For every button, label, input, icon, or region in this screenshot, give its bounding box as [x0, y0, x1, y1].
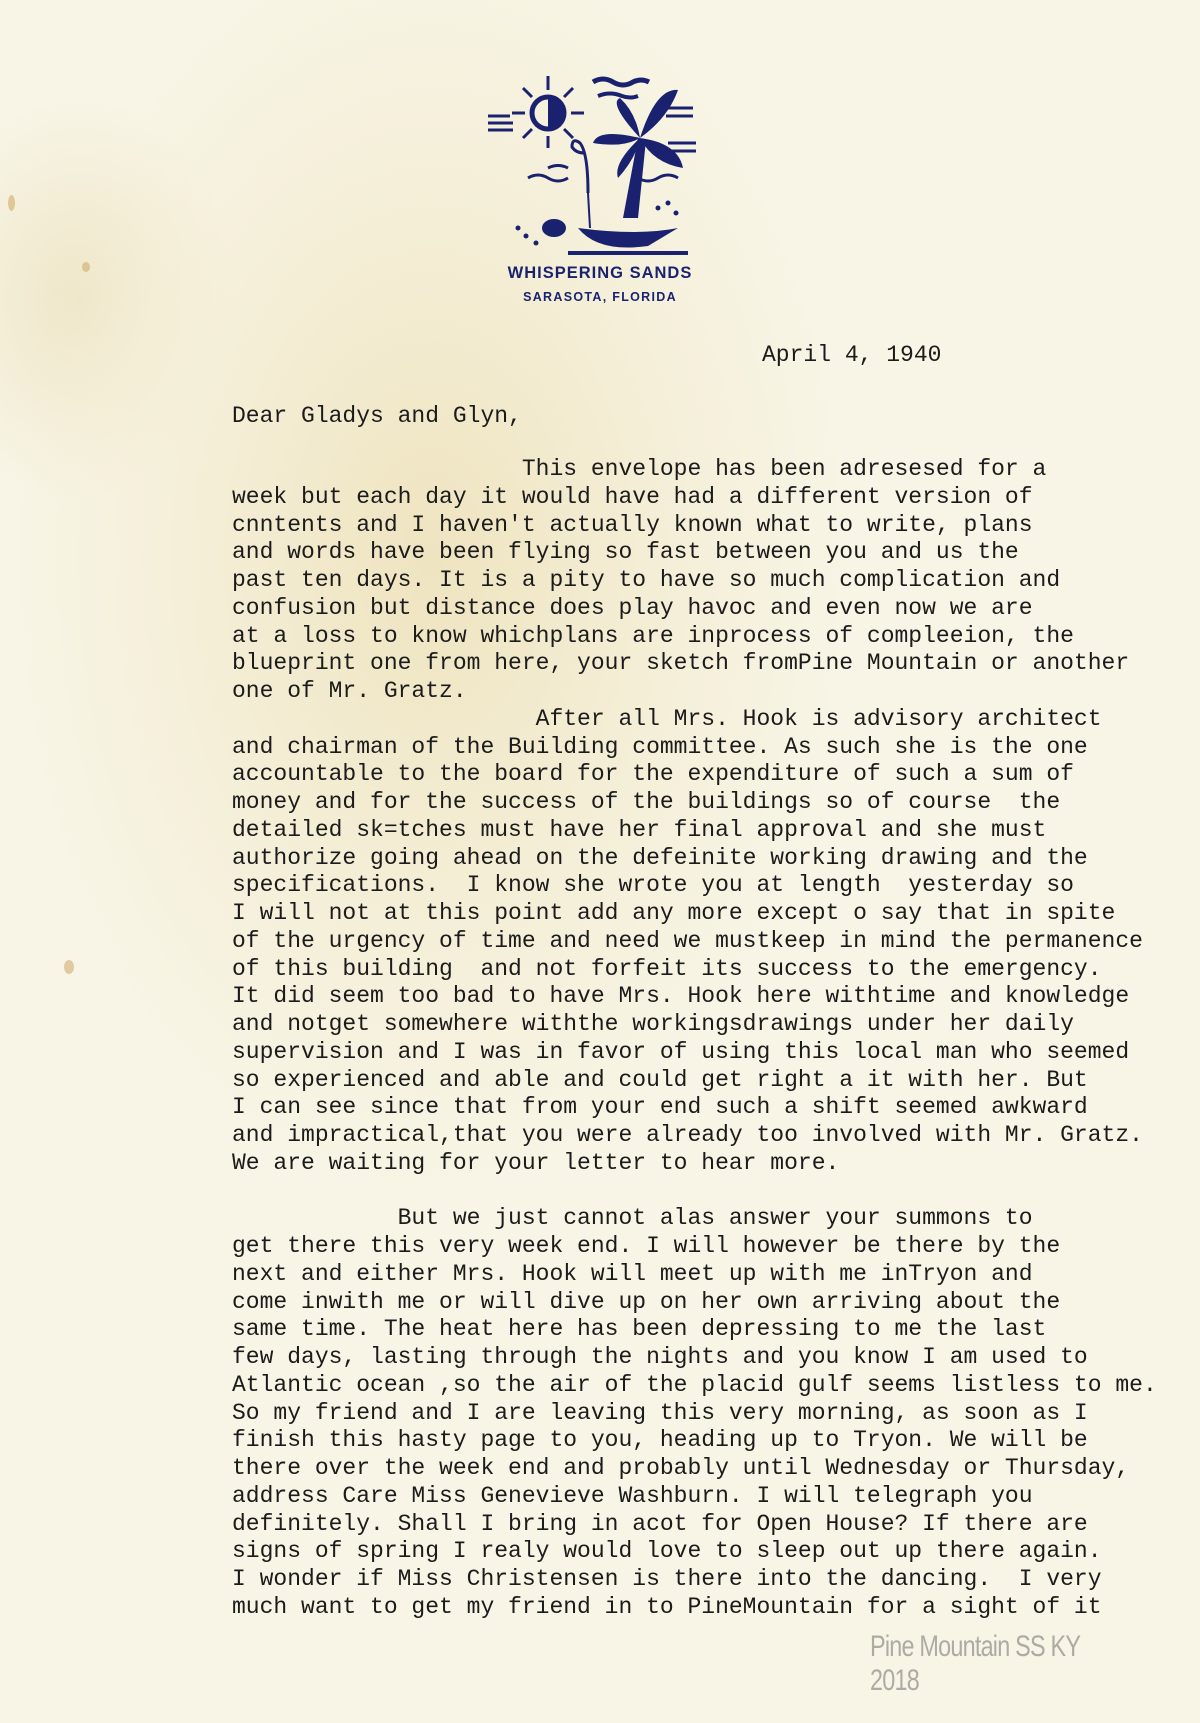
- letter-line: one of Mr. Gratz.: [232, 678, 467, 704]
- letter-line: address Care Miss Genevieve Washburn. I will telegraph you: [232, 1482, 1033, 1509]
- letter-line: We are waiting for your letter to hear more.: [232, 1149, 840, 1176]
- letter-line: supervision and I was in favor of using this local man who seemed: [232, 1038, 1130, 1065]
- letter-line: and impractical,that you were already too involved with Mr. Gratz.: [232, 1122, 1143, 1148]
- paper-stain: [82, 262, 90, 272]
- letter-date: April 4, 1940: [762, 342, 942, 368]
- letter-line: past ten days. It is a pity to have so much complication and: [232, 567, 1061, 593]
- letter-line: blueprint one from here, your sketch fromPine Mountain or another: [232, 650, 1130, 677]
- letter-line: of this building and not forfeit its success to the emergency.: [232, 955, 1102, 982]
- letter-line: definitely. Shall I bring in acot for Open House? If there are: [232, 1510, 1088, 1537]
- letter-line: next and either Mrs. Hook will meet up with me inTryon and: [232, 1260, 1033, 1287]
- letter-line: and words have been flying so fast between you and us the: [232, 539, 1019, 566]
- letter-line: I can see since that from your end such a shift seemed awkward: [232, 1094, 1088, 1121]
- letter-line: get there this very week end. I will however be there by the: [232, 1233, 1061, 1259]
- letter-line: finish this hasty page to you, heading up to Tryon. We will be: [232, 1427, 1088, 1454]
- letter-line: authorize going ahead on the defeinite working drawing and the: [232, 844, 1088, 871]
- letter-line: week but each day it would have had a different version of: [232, 483, 1033, 510]
- letter-line: But we just cannot alas answer your summons to: [232, 1205, 1033, 1232]
- letter-line: accountable to the board for the expenditure of such a sum of: [232, 761, 1074, 788]
- paper-stain: [8, 195, 15, 211]
- letter-line: there over the week end and probably until Wednesday or Thursday,: [232, 1455, 1130, 1481]
- letter-line: I will not at this point add any more except o say that in spite: [232, 900, 1116, 926]
- letter-line: few days, lasting through the nights and you know I am used to: [232, 1344, 1088, 1370]
- letterhead-location: SARASOTA, FLORIDA: [523, 290, 677, 304]
- letter-line: After all Mrs. Hook is advisory architect: [232, 705, 1102, 732]
- letter-body: [232, 456, 1157, 1622]
- salutation: Dear Gladys and Glyn,: [232, 403, 522, 429]
- letter-line: It did seem too bad to have Mrs. Hook here withtime and knowledge: [232, 983, 1130, 1010]
- letter-line: money and for the success of the buildings so of course the: [232, 789, 1061, 815]
- letter-line: confusion but distance does play havoc and even now we are: [232, 594, 1033, 621]
- letter-line: much want to get my friend in to PineMountain for a sight of it: [232, 1593, 1102, 1620]
- letter-line: same time. The heat here has been depressing to me the last: [232, 1316, 1047, 1343]
- letter-line: [232, 1178, 1157, 1206]
- letter-line: of the urgency of time and need we mustkeep in mind the permanence: [232, 927, 1143, 954]
- letter-line: specifications. I know she wrote you at length yesterday so: [232, 872, 1074, 899]
- letter-line: This envelope has been adresesed for a: [232, 456, 1047, 482]
- letter-line: So my friend and I are leaving this very morning, as soon as I: [232, 1399, 1088, 1426]
- letter-line: detailed sk=tches must have her final approval and she must: [232, 816, 1047, 843]
- letter-line: come inwith me or will dive up on her own arriving about the: [232, 1288, 1061, 1315]
- letter-line: and chairman of the Building committee. As such she is the one: [232, 733, 1088, 760]
- watermark: Pine Mountain SS KY 2018: [870, 1630, 1080, 1697]
- letter-line: signs of spring I realy would love to sleep out up there again.: [232, 1538, 1102, 1565]
- letter-line: at a loss to know whichplans are inprocess of compleeion, the: [232, 622, 1074, 649]
- letter-line: cnntents and I haven't actually known what to write, plans: [232, 511, 1033, 538]
- letter-line: and notget somewhere withthe workingsdrawings under her daily: [232, 1011, 1074, 1037]
- paper-stain: [64, 960, 74, 974]
- letter-line: so experienced and able and could get right a it with her. But: [232, 1066, 1088, 1093]
- letter-line: I wonder if Miss Christensen is there into the dancing. I very: [232, 1566, 1102, 1592]
- letterhead-name: WHISPERING SANDS: [507, 264, 693, 282]
- whispering-sands-logo: [488, 68, 698, 258]
- letter-line: Atlantic ocean ,so the air of the placid gulf seems listless to me.: [232, 1371, 1157, 1398]
